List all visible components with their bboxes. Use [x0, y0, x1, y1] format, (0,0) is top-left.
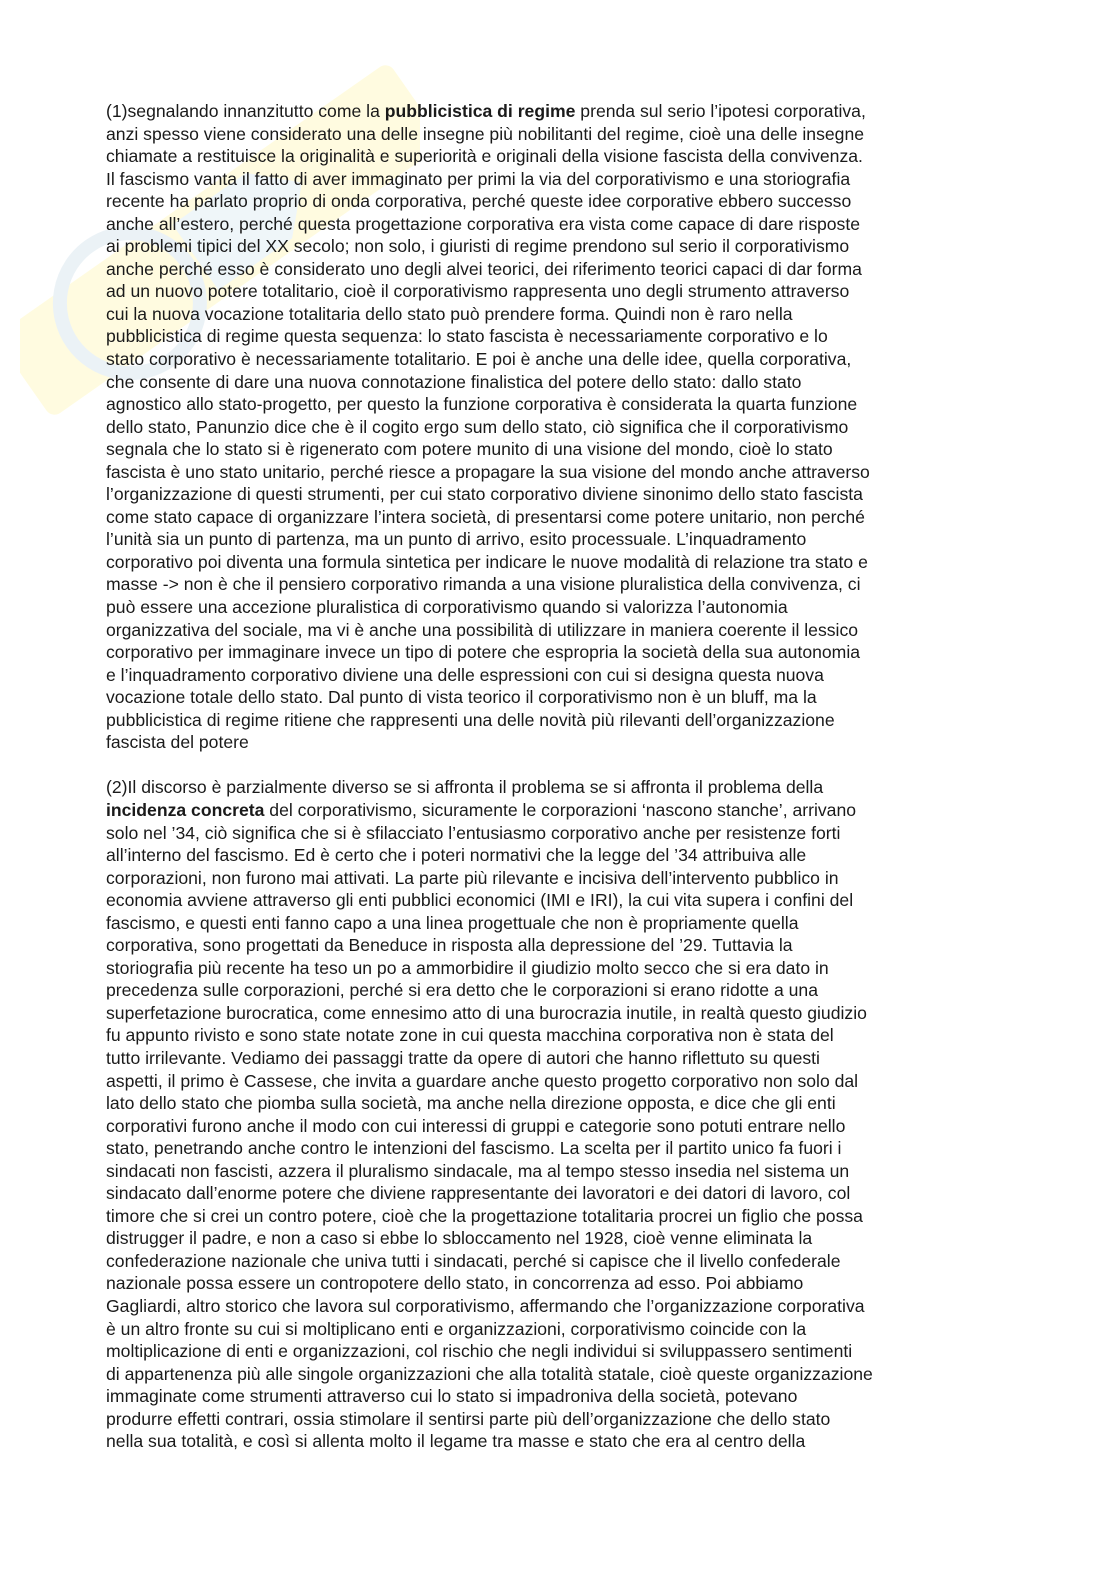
text-line	[106, 687, 817, 707]
text-line	[106, 1364, 873, 1384]
text-run: economia avviene attraverso gli enti pubblici economici (IMI e IRI), la cui vita supera i confini del	[106, 890, 854, 911]
text-line	[106, 191, 851, 211]
text-line	[106, 913, 799, 933]
text-line	[106, 710, 835, 730]
text-line	[106, 417, 848, 437]
text-line	[106, 823, 840, 843]
text-run: fascismo, e questi enti fanno capo a una linea progettuale che non è propriamente quella	[106, 912, 799, 933]
text-line	[106, 1273, 803, 1293]
text-line	[106, 1048, 820, 1068]
text-line	[106, 1071, 858, 1091]
text-line	[106, 1341, 852, 1361]
text-line	[106, 552, 868, 572]
text-run: fascista è uno stato unitario, perché riesce a propagare la sua visione del mondo anche attraverso	[106, 461, 870, 482]
text-line	[106, 958, 829, 978]
text-run: ai problemi tipici del XX secolo; non solo, i giuristi di regime prendono sul serio il corporativismo	[106, 236, 850, 257]
text-run: fascista del potere	[106, 732, 249, 753]
text-run: corporativa, sono progettati da Beneduce in risposta alla depressione del ’29. Tuttavia la	[106, 935, 793, 956]
text-line	[106, 101, 866, 121]
text-run: stato corporativo è necessariamente totalitario. E poi è anche una delle idee, quella corporativa,	[106, 349, 852, 370]
text-line	[106, 1003, 867, 1023]
text-line	[106, 1319, 806, 1339]
text-line	[106, 1025, 834, 1045]
text-line	[106, 124, 864, 144]
text-run: tutto irrilevante. Vediamo dei passaggi tratte da opere di autori che hanno riflettuto su questi	[106, 1047, 820, 1068]
text-run: dello stato, Panunzio dice che è il cogito ergo sum dello stato, ciò significa che il corporativismo	[106, 416, 849, 437]
text-line	[106, 394, 857, 414]
text-run: può essere una accezione pluralistica di corporativismo quando si valorizza l’autonomia	[106, 597, 788, 618]
text-run: anzi spesso viene considerato una delle insegne più nobilitanti del regime, cioè una delle insegne	[106, 123, 865, 144]
text-line	[106, 980, 818, 1000]
text-run: anche perché esso è considerato uno degli alvei teorici, dei riferimento teorici capaci di dar forma	[106, 258, 862, 279]
text-run: precedenza sulle corporazioni, perché si era detto che le corporazioni si erano ridotte a una	[106, 980, 818, 1001]
text-line	[106, 1206, 863, 1226]
text-run: pubblicistica di regime ritiene che rappresenti una delle novità più rilevanti dell’organizzazione	[106, 709, 835, 730]
text-run: anche all’estero, perché questa progettazione corporativa era vista come capace di dare risposte	[106, 213, 861, 234]
text-run: aspetti, il primo è Cassese, che invita a guardare anche questo progetto corporativo non solo dal	[106, 1070, 859, 1091]
document-body	[106, 100, 1014, 1453]
text-line	[106, 1431, 805, 1451]
text-line	[106, 1251, 841, 1271]
text-run: all’interno del fascismo. Ed è certo che i poteri normativi che la legge del ’34 attribuiva alle	[106, 845, 807, 866]
text-line	[106, 868, 839, 888]
text-line	[106, 259, 862, 279]
text-run: vocazione totale dello stato. Dal punto di vista teorico il corporativismo non è un bluff, ma la	[106, 687, 817, 708]
text-run: recente ha parlato proprio di onda corporativa, perché queste idee corporative ebbero successo	[106, 191, 852, 212]
text-line	[106, 349, 851, 369]
text-run: immaginate come strumenti attraverso cui lo stato si impadroniva della società, potevano	[106, 1386, 798, 1407]
text-line	[106, 214, 860, 234]
text-line	[106, 890, 853, 910]
text-run: fu appunto rivisto e sono state notate zone in cui questa macchina corporativa non è stata del	[106, 1025, 834, 1046]
text-run: che consente di dare una nuova connotazione finalistica del potere dello stato: dallo stato	[106, 371, 802, 392]
text-run: corporativo per immaginare invece un tipo di potere che espropria la società della sua autonomia	[106, 642, 861, 663]
text-run: stato, penetrando anche contro le intenzioni del fascismo. La scelta per il partito unico fa fuori i	[106, 1138, 842, 1159]
text-run: nella sua totalità, e così si allenta molto il legame tra masse e stato che era al centro della	[106, 1431, 806, 1452]
text-line	[106, 1161, 849, 1181]
text-run: segnala che lo stato si è rigenerato com potere munito di una visione del mondo, cioè lo stato	[106, 439, 833, 460]
text-run: corporativi furono anche il modo con cui interessi di gruppi e categorie sono potuti entrare nello	[106, 1115, 846, 1136]
text-run: e l’inquadramento corporativo diviene una delle espressioni con cui si designa questa nuova	[106, 664, 824, 685]
text-run: l’unità sia un punto di partenza, ma un punto di arrivo, esito processuale. L’inquadramento	[106, 529, 807, 550]
text-line	[106, 1409, 830, 1429]
text-run: cui la nuova vocazione totalitaria dello stato può prendere forma. Quindi non è raro nella	[106, 303, 793, 324]
text-run: Gagliardi, altro storico che lavora sul corporativismo, affermando che l’organizzazione corporativa	[106, 1295, 865, 1316]
text-line	[106, 1296, 865, 1316]
text-line	[106, 529, 806, 549]
text-run: lato dello stato che piomba sulla società, ma anche nella direzione opposta, e dice che gli enti	[106, 1093, 836, 1114]
text-line	[106, 935, 793, 955]
paragraph-2	[106, 776, 1014, 1452]
text-line	[106, 236, 849, 256]
text-line	[106, 1228, 812, 1248]
paragraph-1	[106, 100, 1014, 754]
text-line	[106, 665, 824, 685]
text-run: l’organizzazione di questi strumenti, per cui stato corporativo diviene sinonimo dello stato fascista	[106, 484, 863, 505]
text-line	[106, 800, 856, 820]
text-line	[106, 326, 828, 346]
text-run: come stato capace di organizzare l’intera società, di presentarsi come potere unitario, non perché	[106, 506, 865, 527]
text-run: agnostico allo stato-progetto, per questo la funzione corporativa è considerata la quarta funzione	[106, 394, 858, 415]
text-run: masse -> non è che il pensiero corporativo rimanda a una visione pluralistica della convivenza, ci	[106, 574, 861, 595]
text-run: distrugger il padre, e non a caso si ebbe lo sbloccamento nel 1928, cioè venne eliminata la	[106, 1228, 813, 1249]
text-run: prenda sul serio l’ipotesi corporativa,	[575, 101, 866, 121]
text-line	[106, 304, 793, 324]
text-line	[106, 620, 858, 640]
text-run: superfetazione burocratica, come ennesimo atto di una burocrazia inutile, in realtà questo giudizio	[106, 1002, 867, 1023]
text-line	[106, 372, 801, 392]
text-run: timore che si crei un contro potere, cioè che la progettazione totalitaria procrei un figlio che possa	[106, 1205, 863, 1226]
emphasis-text: pubblicistica di regime	[384, 101, 576, 121]
text-run: confederazione nazionale che univa tutti i sindacati, perché si capisce che il livello confederale	[106, 1250, 841, 1271]
text-run: produrre effetti contrari, ossia stimolare il sentirsi parte più dell’organizzazione che dello stato	[106, 1408, 831, 1429]
text-run: pubblicistica di regime questa sequenza: lo stato fascista è necessariamente corporativo e lo	[106, 326, 828, 347]
text-line	[106, 574, 861, 594]
text-line	[106, 484, 863, 504]
text-line	[106, 439, 833, 459]
text-run: organizzativa del sociale, ma vi è anche una possibilità di utilizzare in maniera coerente il lessico	[106, 619, 859, 640]
text-run: chiamate a restituisce la originalità e superiorità e originali della visione fascista della convivenza.	[106, 146, 863, 167]
text-line	[106, 1116, 845, 1136]
text-run: solo nel ’34, ciò significa che si è sfilacciato l’entusiasmo corporativo anche per resistenze forti	[106, 822, 841, 843]
text-line	[106, 462, 870, 482]
text-line	[106, 597, 788, 617]
text-line	[106, 169, 850, 189]
text-line	[106, 1386, 797, 1406]
text-run: ad un nuovo potere totalitario, cioè il corporativismo rappresenta uno degli strumento attraverso	[106, 281, 850, 302]
text-run: (1)segnalando innanzitutto come la	[106, 101, 385, 121]
text-line	[106, 1138, 841, 1158]
text-run: (2)Il discorso è parzialmente diverso se si affronta il problema se si affronta il problema della	[106, 777, 824, 798]
text-line	[106, 146, 863, 166]
text-line	[106, 1093, 836, 1113]
text-run: sindacato dall’enorme potere che diviene rappresentante dei lavoratori e dei datori di lavoro, col	[106, 1183, 851, 1204]
text-line	[106, 845, 806, 865]
text-run: corporazioni, non furono mai attivati. La parte più rilevante e incisiva dell’intervento pubblico in	[106, 867, 839, 888]
text-run: Il fascismo vanta il fatto di aver immaginato per primi la via del corporativismo e una storiografia	[106, 168, 851, 189]
text-run: storiografia più recente ha teso un po a ammorbidire il giudizio molto secco che si era dato in	[106, 957, 829, 978]
text-run: corporativo poi diventa una formula sintetica per indicare le nuove modalità di relazione tra stato e	[106, 551, 868, 572]
text-run: sindacati non fascisti, azzera il pluralismo sindacale, ma al tempo stesso insedia nel sistema un	[106, 1160, 850, 1181]
text-line	[106, 642, 860, 662]
text-run: nazionale possa essere un contropotere dello stato, in concorrenza ad esso. Poi abbiamo	[106, 1273, 804, 1294]
text-run: è un altro fronte su cui si moltiplicano enti e organizzazioni, corporativismo coincide con la	[106, 1318, 807, 1339]
text-line	[106, 732, 249, 752]
emphasis-text: incidenza concreta	[106, 799, 265, 820]
text-run: del corporativismo, sicuramente le corporazioni ‘nascono stanche’, arrivano	[264, 799, 857, 820]
text-line	[106, 281, 849, 301]
text-run: di appartenenza più alle singole organizzazioni che alla totalità statale, cioè queste organizzazione	[106, 1363, 873, 1384]
text-run: moltiplicazione di enti e organizzazioni, col rischio che negli individui si sviluppassero sentimenti	[106, 1341, 853, 1362]
text-line	[106, 1183, 850, 1203]
text-line	[106, 777, 823, 797]
text-line	[106, 507, 865, 527]
